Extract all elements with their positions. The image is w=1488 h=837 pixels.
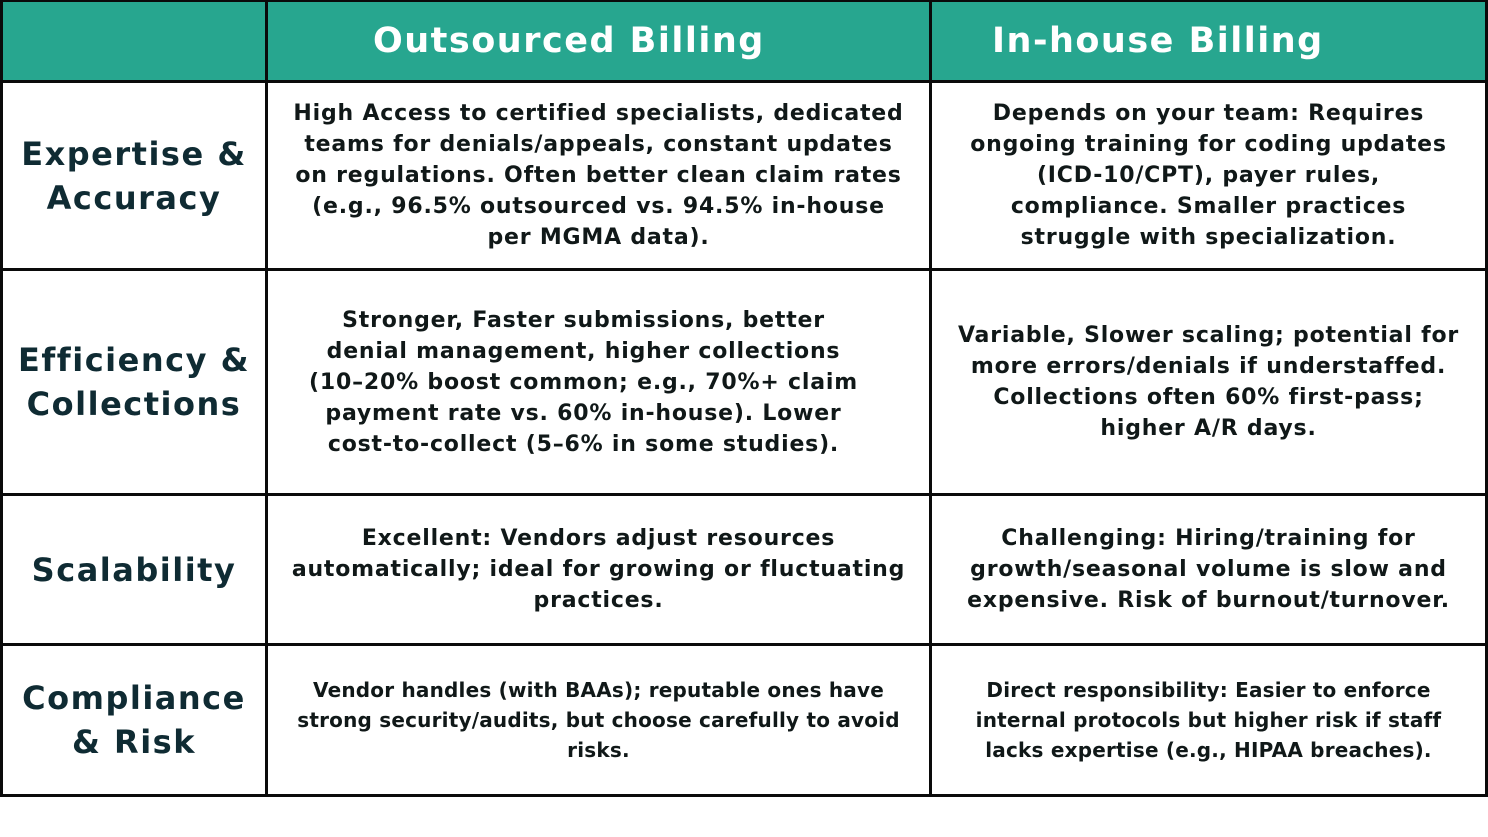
- cell-outsourced-scalability: Excellent: Vendors adjust resources automatically; ideal for growing or fluctuating practices.: [268, 496, 932, 646]
- cell-outsourced-compliance: Vendor handles (with BAAs); reputable ones have strong security/audits, but choose carefully to avoid risks.: [268, 646, 932, 797]
- row-label-expertise-accuracy: Expertise & Accuracy: [0, 83, 268, 271]
- row-label-scalability: Scalability: [0, 496, 268, 646]
- header-outsourced-billing: Outsourced Billing: [268, 0, 932, 83]
- header-inhouse-billing: In-house Billing: [932, 0, 1488, 83]
- cell-inhouse-compliance: Direct responsibility: Easier to enforce internal protocols but higher risk if staff lacks expertise (e.g., HIPAA breaches).: [932, 646, 1488, 797]
- header-blank-cell: [0, 0, 268, 83]
- cell-outsourced-expertise: High Access to certified specialists, dedicated teams for denials/appeals, constant updates on regulations. Often better clean claim rates (e.g., 96.5% outsourced vs. 94.5% in-house per MGMA data).: [268, 83, 932, 271]
- cell-outsourced-efficiency: Stronger, Faster submissions, better denial management, higher collections (10–20% boost common; e.g., 70%+ claim payment rate vs. 60% in-house). Lower cost-to-collect (5–6% in some studies).: [268, 271, 932, 496]
- row-label-compliance-risk: Compliance & Risk: [0, 646, 268, 797]
- row-label-efficiency-collections: Efficiency & Collections: [0, 271, 268, 496]
- cell-inhouse-efficiency: Variable, Slower scaling; potential for more errors/denials if understaffed. Collections often 60% first-pass; higher A/R days.: [932, 271, 1488, 496]
- cell-inhouse-scalability: Challenging: Hiring/training for growth/seasonal volume is slow and expensive. Risk of burnout/turnover.: [932, 496, 1488, 646]
- cell-inhouse-expertise: Depends on your team: Requires ongoing training for coding updates (ICD-10/CPT), payer rules, compliance. Smaller practices struggle with specialization.: [932, 83, 1488, 271]
